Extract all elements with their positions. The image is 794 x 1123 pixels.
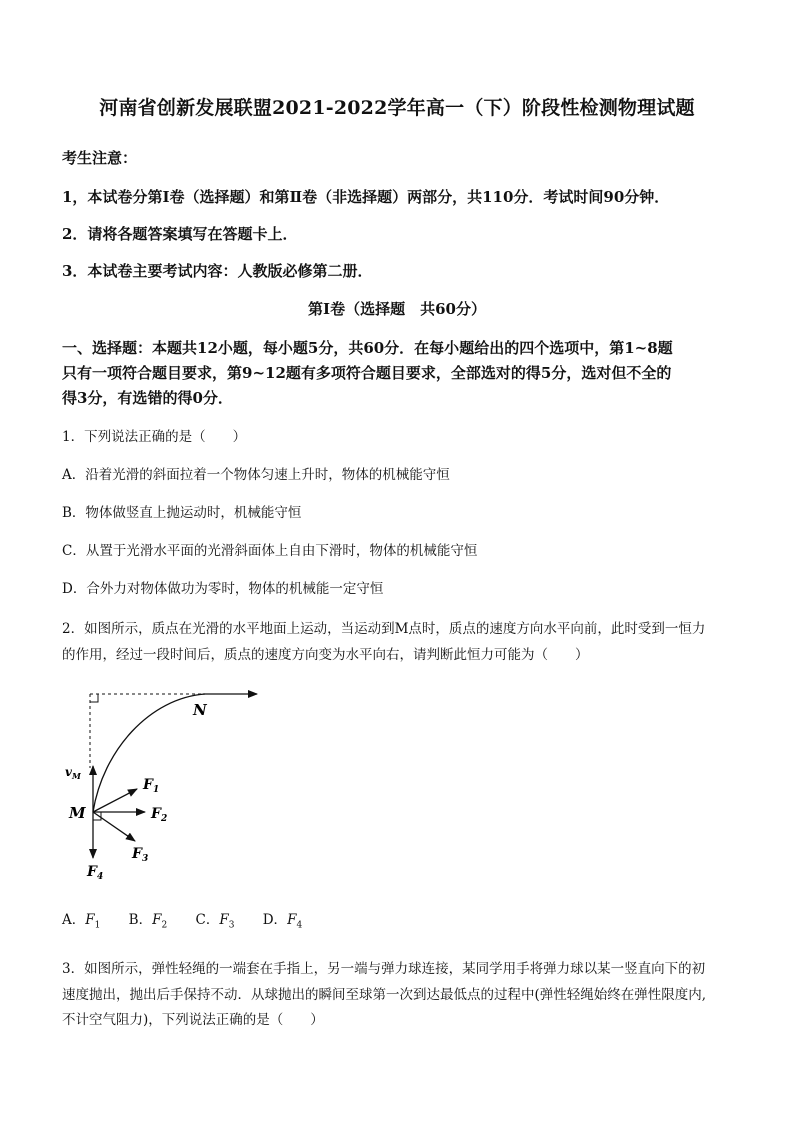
- q1-option-d: D．合外力对物体做功为零时，物体的机械能一定守恒: [62, 581, 384, 597]
- q2-force-diagram: [55, 680, 285, 880]
- q2-options: [62, 908, 326, 931]
- q1-option-a: A．沿着光滑的斜面拉着一个物体匀速上升时，物体的机械能守恒: [62, 467, 450, 483]
- force-f3-arrow: [93, 812, 135, 841]
- label-n: N: [193, 701, 207, 719]
- label-vm: $v_M$: [65, 765, 81, 781]
- force-f1-arrow: [93, 789, 137, 812]
- document-title: 河南省创新发展联盟2021-2022学年高一（下）阶段性检测物理试题: [99, 97, 695, 119]
- trajectory-curve: [93, 694, 205, 812]
- q2-option-a[interactable]: A．$F_1$: [62, 912, 101, 931]
- q2-stem-line-1: 2．如图所示，质点在光滑的水平地面上运动，当运动到M点时，质点的速度方向水平向前，此时受到一恒力: [62, 621, 706, 637]
- q3-stem-line-3: 不计空气阻力)，下列说法正确的是（ ）: [62, 1012, 324, 1028]
- notice-1: 1，本试卷分第Ⅰ卷（选择题）和第Ⅱ卷（非选择题）两部分，共110分．考试时间90分钟．: [62, 188, 670, 206]
- notice-heading: 考生注意：: [62, 149, 138, 167]
- q3-stem-line-2: 速度抛出，抛出后手保持不动．从球抛出的瞬间至球第一次到达最低点的过程中(弹性轻绳始终在弹性限度内,: [62, 987, 707, 1003]
- label-f1: $F_1$: [143, 777, 160, 795]
- q1-option-c: C．从置于光滑水平面的光滑斜面体上自由下滑时，物体的机械能守恒: [62, 543, 478, 559]
- q2-option-c[interactable]: C．$F_3$: [195, 912, 235, 931]
- notice-3: 3．本试卷主要考试内容：人教版必修第二册．: [62, 262, 373, 280]
- label-f4: $F_4$: [87, 864, 104, 880]
- label-f3: $F_3$: [132, 846, 149, 864]
- section-title: 第Ⅰ卷（选择题 共60分）: [308, 300, 486, 318]
- q1-option-b: B．物体做竖直上抛运动时，机械能守恒: [62, 505, 302, 521]
- label-f2: $F_2$: [151, 806, 168, 824]
- right-angle-top: [90, 694, 98, 702]
- q3-stem-line-1: 3．如图所示，弹性轻绳的一端套在手指上，另一端与弹力球连接，某同学用手将弹力球以某一竖直向下的初: [62, 961, 706, 977]
- q2-option-b[interactable]: B．$F_2$: [128, 912, 168, 931]
- label-m: M: [69, 804, 86, 822]
- section-desc-line-3: 得3分，有选错的得0分．: [62, 389, 233, 407]
- q1-stem: 1．下列说法正确的是（ ）: [62, 429, 247, 445]
- section-desc-line-1: 一、选择题：本题共12小题，每小题5分，共60分．在每小题给出的四个选项中，第1~8题: [62, 339, 673, 357]
- section-desc-line-2: 只有一项符合题目要求，第9~12题有多项符合题目要求，全部选对的得5分，选对但不全的: [62, 364, 672, 382]
- notice-2: 2．请将各题答案填写在答题卡上．: [62, 225, 298, 243]
- q2-option-d[interactable]: D．$F_4$: [262, 912, 303, 931]
- q2-stem-line-2: 的作用，经过一段时间后，质点的速度方向变为水平向右，请判断此恒力可能为（ ）: [62, 647, 589, 663]
